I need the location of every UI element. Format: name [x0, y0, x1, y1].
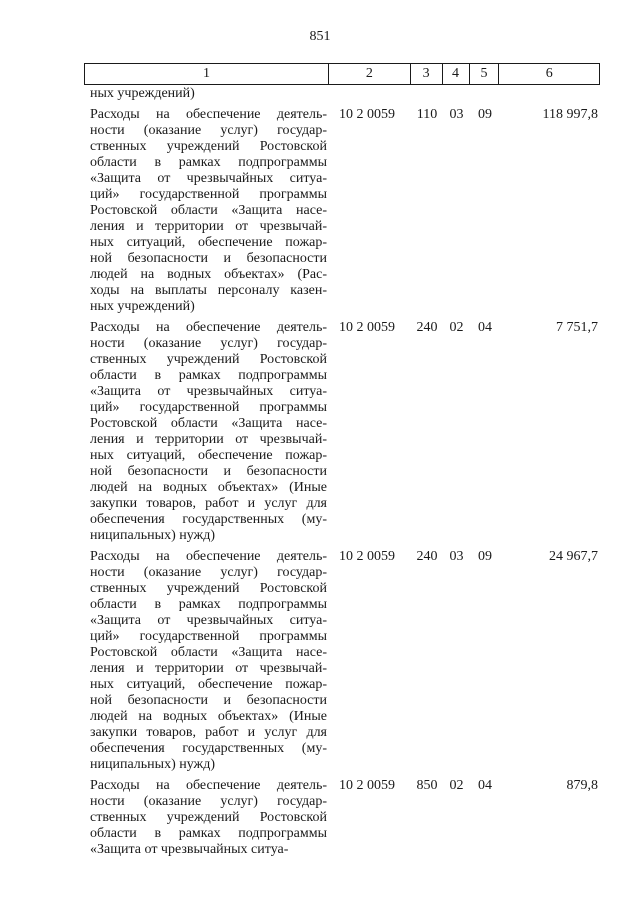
description-line: ций» государственной программы	[90, 400, 327, 415]
description-line: обеспечения государственных (му-	[90, 512, 327, 527]
description-line: ниципальных) нужд)	[90, 757, 215, 772]
row-code: 10 2 0059	[339, 320, 395, 335]
page-number: 851	[309, 29, 331, 44]
description-line: людей на водных объектах» (Иные	[90, 480, 327, 495]
header-col-5: 5	[470, 64, 500, 84]
description-line: области в рамках подпрограммы	[90, 368, 327, 383]
description-line: ных учреждений)	[90, 299, 195, 314]
description-line: «Защита от чрезвычайных ситуа-	[90, 384, 327, 399]
description-line: ственных учреждений Ростовской	[90, 581, 327, 596]
description-line: «Защита от чрезвычайных ситуа-	[90, 842, 289, 857]
description-line: ных ситуаций, обеспечение пожар-	[90, 235, 327, 250]
row-description	[84, 107, 329, 315]
row-col-4: 03	[449, 107, 464, 122]
description-line: ления и территории от чрезвычай-	[90, 432, 327, 447]
row-code: 10 2 0059	[339, 549, 395, 564]
description-line: закупки товаров, работ и услуг для	[90, 496, 327, 511]
row-col-3: 850	[416, 778, 438, 793]
table-header	[84, 63, 600, 85]
description-line: области в рамках подпрограммы	[90, 597, 327, 612]
continuation-text: ных учреждений)	[90, 86, 195, 101]
row-description	[84, 320, 329, 544]
row-col-5: 09	[478, 549, 492, 564]
row-amount: 118 997,8	[542, 107, 598, 122]
header-col-3: 3	[411, 64, 443, 84]
header-col-1: 1	[85, 64, 329, 84]
description-line: ления и территории от чрезвычай-	[90, 219, 327, 234]
row-code: 10 2 0059	[339, 107, 395, 122]
table-row	[84, 107, 600, 315]
rows-container	[84, 107, 600, 858]
description-line: ной безопасности и безопасности	[90, 693, 327, 708]
description-line: обеспечения государственных (му-	[90, 741, 327, 756]
row-col-3: 110	[416, 107, 438, 122]
row-code: 10 2 0059	[339, 778, 395, 793]
description-line: ций» государственной программы	[90, 187, 327, 202]
description-line: области в рамках подпрограммы	[90, 155, 327, 170]
description-line: ления и территории от чрезвычай-	[90, 661, 327, 676]
description-line: ций» государственной программы	[90, 629, 327, 644]
row-col-3: 240	[416, 320, 438, 335]
table-row	[84, 778, 600, 858]
row-col-5: 04	[478, 778, 492, 793]
row-description	[84, 549, 329, 773]
description-line: ственных учреждений Ростовской	[90, 139, 327, 154]
description-line: «Защита от чрезвычайных ситуа-	[90, 613, 327, 628]
description-line: ходы на выплаты персоналу казен-	[90, 283, 327, 298]
row-col-5: 04	[478, 320, 492, 335]
continuation-row	[84, 86, 600, 102]
description-line: ности (оказание услуг) государ-	[90, 123, 327, 138]
header-col-6: 6	[545, 66, 553, 81]
description-line: ной безопасности и безопасности	[90, 464, 327, 479]
description-line: ности (оказание услуг) государ-	[90, 336, 327, 351]
description-line: ности (оказание услуг) государ-	[90, 565, 327, 580]
row-amount: 7 751,7	[556, 320, 598, 335]
row-col-3: 240	[416, 549, 438, 564]
description-line: людей на водных объектах» (Иные	[90, 709, 327, 724]
row-col-4: 02	[449, 778, 464, 793]
description-line: ных ситуаций, обеспечение пожар-	[90, 448, 327, 463]
row-col-5: 09	[478, 107, 492, 122]
row-description	[84, 778, 329, 858]
description-line: Ростовской области «Защита насе-	[90, 645, 327, 660]
description-line: Ростовской области «Защита насе-	[90, 416, 327, 431]
description-line: ной безопасности и безопасности	[90, 251, 327, 266]
row-col-4: 02	[449, 320, 464, 335]
description-line: Расходы на обеспечение деятель-	[90, 549, 327, 564]
description-line: людей на водных объектах» (Рас-	[90, 267, 327, 282]
description-line: Расходы на обеспечение деятель-	[90, 107, 327, 122]
row-amount: 24 967,7	[549, 549, 598, 564]
header-col-4: 4	[443, 64, 470, 84]
description-line: ных ситуаций, обеспечение пожар-	[90, 677, 327, 692]
row-col-4: 03	[449, 549, 464, 564]
header-col-2: 2	[329, 64, 411, 84]
row-amount: 879,8	[566, 778, 598, 793]
description-line: «Защита от чрезвычайных ситуа-	[90, 171, 327, 186]
table-row	[84, 549, 600, 773]
description-line: Расходы на обеспечение деятель-	[90, 778, 327, 793]
description-line: ности (оказание услуг) государ-	[90, 794, 327, 809]
description-line: Ростовской области «Защита насе-	[90, 203, 327, 218]
description-line: ственных учреждений Ростовской	[90, 352, 327, 367]
description-line: области в рамках подпрограммы	[90, 826, 327, 841]
table-row	[84, 320, 600, 544]
description-line: ниципальных) нужд)	[90, 528, 215, 543]
description-line: Расходы на обеспечение деятель-	[90, 320, 327, 335]
description-line: закупки товаров, работ и услуг для	[90, 725, 327, 740]
table-body	[84, 86, 600, 858]
description-line: ственных учреждений Ростовской	[90, 810, 327, 825]
